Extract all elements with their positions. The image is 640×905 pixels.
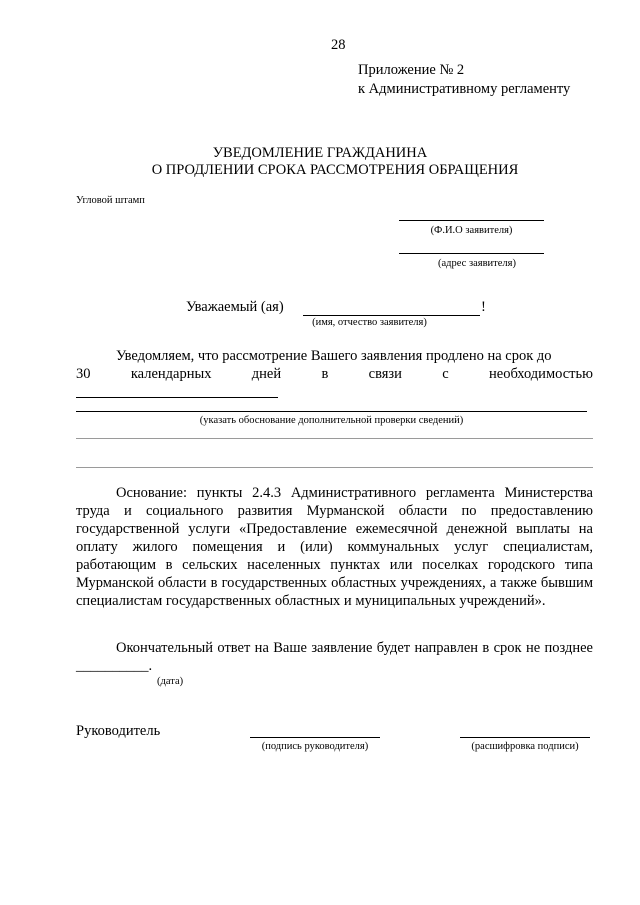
notice-word: дней: [251, 366, 282, 382]
applicant-address-caption: (адрес заявителя): [438, 258, 516, 269]
signature-role: Руководитель: [76, 723, 161, 739]
appendix-line-1: Приложение № 2: [358, 62, 465, 78]
signature-caption: (подпись руководителя): [261, 741, 369, 752]
basis-text: Основание: пункты 2.4.3 Административного регламента Министерства труда и социального развития Мурманской области по предоставлению государственной услуги «Предоставление ежемесячной денежной выплаты на оплату жилого помещения и (или) коммунальных услуг специалистам, работающим в сельских населенных пунктах или поселках городского типа Мурманской области в государственных областных учреждениях, а также бывшим специалистам государственных областных и муниципальных учреждений».: [76, 485, 593, 609]
signature-decode-line: [460, 737, 590, 738]
signature-decode-caption: (расшифровка подписи): [471, 741, 579, 752]
notice-word: 30: [76, 366, 91, 382]
signature-line: [250, 737, 380, 738]
greeting-caption: (имя, отчество заявителя): [312, 317, 427, 328]
reason-blank-line-3: [76, 438, 593, 439]
final-answer-text: Окончательный ответ на Ваше заявление будет направлен в срок не позднее __________.: [76, 640, 593, 674]
reason-caption: (указать обоснование дополнительной проверки сведений): [199, 415, 464, 426]
applicant-address-line: [399, 253, 544, 254]
notice-word: необходимостью: [489, 366, 593, 382]
appendix-line-2: к Административному регламенту: [358, 81, 571, 97]
notice-word: календарных: [130, 366, 212, 382]
notice-line-2: [76, 366, 593, 383]
greeting-exclamation: !: [481, 299, 486, 315]
final-answer-date-caption: (дата): [157, 676, 184, 687]
notice-word: с: [442, 366, 449, 382]
notice-word: в: [321, 366, 329, 382]
reason-blank-line-4: [76, 467, 593, 468]
applicant-fio-line: [399, 220, 544, 221]
basis-paragraph: [76, 484, 593, 610]
final-answer-paragraph: [76, 639, 593, 675]
page-number: 28: [331, 37, 346, 53]
notice-line-1: Уведомляем, что рассмотрение Вашего заявления продлено на срок до: [116, 348, 552, 364]
document-title-line-1: УВЕДОМЛЕНИЕ ГРАЖДАНИНА: [212, 145, 428, 161]
document-title-line-2: О ПРОДЛЕНИИ СРОКА РАССМОТРЕНИЯ ОБРАЩЕНИЯ: [151, 162, 519, 178]
greeting-name-line: [303, 315, 480, 316]
reason-blank-line-2: [76, 411, 587, 412]
applicant-fio-caption: (Ф.И.О заявителя): [430, 225, 513, 236]
greeting-text: Уважаемый (ая): [186, 299, 284, 315]
corner-stamp-label: Угловой штамп: [76, 195, 145, 206]
reason-blank-line-1: [76, 397, 278, 398]
notice-word: связи: [368, 366, 402, 382]
